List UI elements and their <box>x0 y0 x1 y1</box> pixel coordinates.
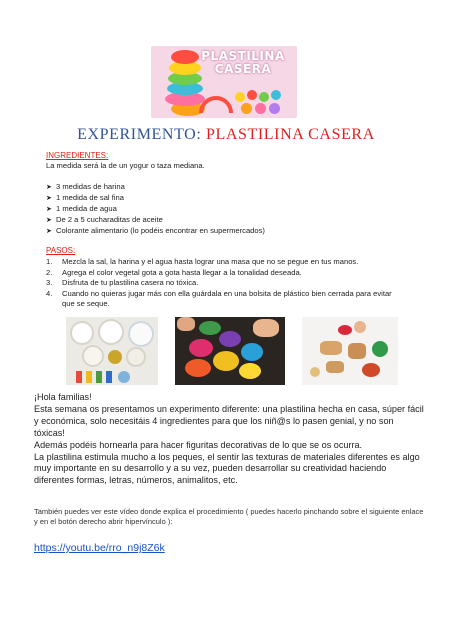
list-item: 1. Mezcla la sal, la harina y el agua hasta lograr una masa que no se pegue en tus manos. <box>46 257 359 266</box>
paragraph: Esta semana os presentamos un experimento diferente: una plastilina hecha en casa, súper fácil y económica, solo necesitáis 4 ingredientes para que los niñ@s lo pasen genial, y no son tóxicas! <box>34 403 424 438</box>
arrow-bullet-icon: ➤ <box>46 217 52 224</box>
arrow-bullet-icon: ➤ <box>46 228 52 235</box>
arrow-bullet-icon: ➤ <box>46 184 52 191</box>
list-item: ➤ 1 medida de sal fina <box>46 193 124 202</box>
list-item: ➤ 1 medida de agua <box>46 204 117 213</box>
ingredients-note: La medida será la de un yogur o taza mediana. <box>46 161 205 170</box>
video-note: También puedes ver este vídeo donde explica el procedimiento ( puedes hacerlo pinchando sobre el siguiente enlace y en el botón derecho abrir hipervínculo ): <box>34 507 424 526</box>
body-text <box>34 392 424 487</box>
banner-image <box>151 46 297 118</box>
ingredients-photo <box>66 317 158 385</box>
list-item: 4. Cuando no quieras jugar más con ella guárdala en una bolsita de plástico bien cerrada para evitar que se seque. <box>46 288 392 308</box>
kids-playing-photo <box>175 317 285 385</box>
arrow-bullet-icon: ➤ <box>46 195 52 202</box>
paragraph: La plastilina estimula mucho a los peques, el sentir las texturas de materiales diferentes es algo muy importante en su desarrollo y a su vez, pueden desarrollar su creatividad haciendo diferentes formas, letras, números, animalitos, etc. <box>34 451 420 486</box>
greeting: ¡Hola familias! <box>34 392 92 402</box>
ingredients-list <box>46 181 265 236</box>
list-item: 2. Agrega el color vegetal gota a gota hasta llegar a la tonalidad deseada. <box>46 267 302 277</box>
steps-heading: PASOS: <box>46 246 76 255</box>
list-item: ➤ De 2 a 5 cucharaditas de aceite <box>46 215 163 224</box>
arrow-bullet-icon: ➤ <box>46 206 52 213</box>
list-item: 3. Disfruta de tu plastilina casera no tóxica. <box>46 278 199 287</box>
page-title: EXPERIMENTO: PLASTILINA CASERA <box>77 126 375 143</box>
figures-photo <box>302 317 398 385</box>
steps-list <box>46 257 406 310</box>
list-item: ➤ 3 medidas de harina <box>46 182 125 191</box>
list-item: ➤ Colorante alimentario (lo podéis encontrar en supermercados) <box>46 226 265 235</box>
banner-title: PLASTILINA CASERA <box>201 49 285 76</box>
ingredients-heading: INGREDIENTES: <box>46 151 109 160</box>
youtube-link[interactable]: https://youtu.be/rro_n9j8Z6k <box>34 542 165 554</box>
paragraph: Además podéis hornearla para hacer figuritas decorativas de lo que se os ocurra. <box>34 439 363 450</box>
